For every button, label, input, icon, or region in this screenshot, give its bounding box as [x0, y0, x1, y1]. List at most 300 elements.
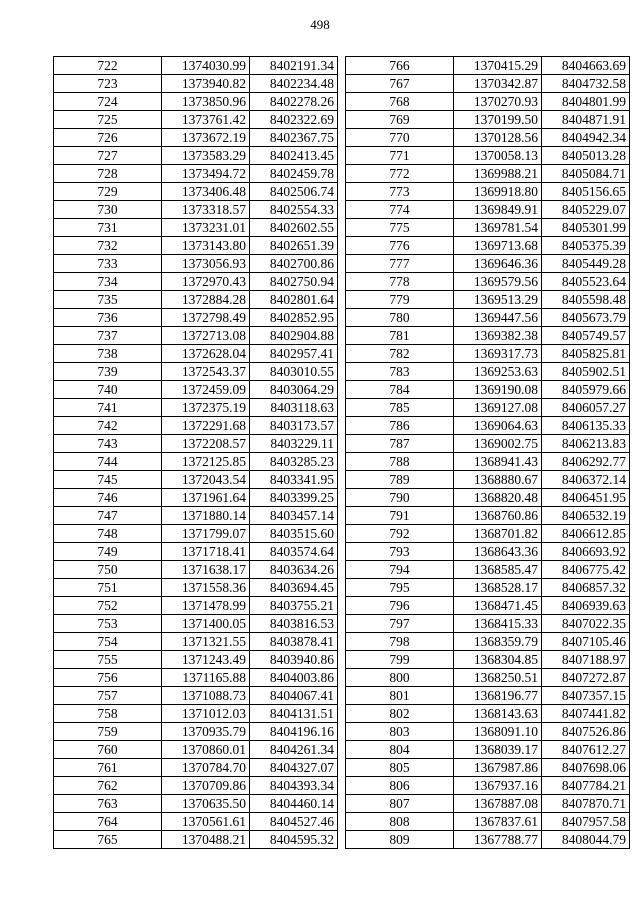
point-number-cell: 788 — [346, 453, 454, 471]
x-coordinate-cell: 1372884.28 — [162, 291, 250, 309]
y-coordinate-cell: 8403118.63 — [250, 399, 338, 417]
table-row — [54, 741, 338, 759]
y-coordinate-cell: 8402322.69 — [250, 111, 338, 129]
table-row — [346, 831, 630, 849]
y-coordinate-cell: 8404261.34 — [250, 741, 338, 759]
table-row — [54, 705, 338, 723]
y-coordinate-cell: 8403064.29 — [250, 381, 338, 399]
point-number-cell: 732 — [54, 237, 162, 255]
x-coordinate-cell: 1370058.13 — [454, 147, 542, 165]
point-number-cell: 752 — [54, 597, 162, 615]
x-coordinate-cell: 1373583.29 — [162, 147, 250, 165]
y-coordinate-cell: 8405301.99 — [542, 219, 630, 237]
x-coordinate-cell: 1373494.72 — [162, 165, 250, 183]
x-coordinate-cell: 1373056.93 — [162, 255, 250, 273]
point-number-cell: 724 — [54, 93, 162, 111]
y-coordinate-cell: 8405156.65 — [542, 183, 630, 201]
y-coordinate-cell: 8402801.64 — [250, 291, 338, 309]
table-row — [54, 579, 338, 597]
y-coordinate-cell: 8404393.34 — [250, 777, 338, 795]
table-row — [54, 417, 338, 435]
y-coordinate-cell: 8407357.15 — [542, 687, 630, 705]
x-coordinate-cell: 1370635.50 — [162, 795, 250, 813]
table-row — [54, 291, 338, 309]
point-number-cell: 757 — [54, 687, 162, 705]
point-number-cell: 768 — [346, 93, 454, 111]
table-row — [346, 471, 630, 489]
y-coordinate-cell: 8405825.81 — [542, 345, 630, 363]
x-coordinate-cell: 1371961.64 — [162, 489, 250, 507]
y-coordinate-cell: 8405375.39 — [542, 237, 630, 255]
x-coordinate-cell: 1369918.80 — [454, 183, 542, 201]
table-row — [346, 417, 630, 435]
table-row — [54, 687, 338, 705]
y-coordinate-cell: 8406292.77 — [542, 453, 630, 471]
point-number-cell: 803 — [346, 723, 454, 741]
y-coordinate-cell: 8405749.57 — [542, 327, 630, 345]
y-coordinate-cell: 8406532.19 — [542, 507, 630, 525]
y-coordinate-cell: 8407870.71 — [542, 795, 630, 813]
x-coordinate-cell: 1371321.55 — [162, 633, 250, 651]
point-number-cell: 791 — [346, 507, 454, 525]
table-row — [346, 183, 630, 201]
y-coordinate-cell: 8406939.63 — [542, 597, 630, 615]
point-number-cell: 801 — [346, 687, 454, 705]
y-coordinate-cell: 8403457.14 — [250, 507, 338, 525]
x-coordinate-cell: 1371638.17 — [162, 561, 250, 579]
table-row — [54, 669, 338, 687]
x-coordinate-cell: 1370860.01 — [162, 741, 250, 759]
y-coordinate-cell: 8404003.86 — [250, 669, 338, 687]
table-row — [346, 291, 630, 309]
x-coordinate-cell: 1373940.82 — [162, 75, 250, 93]
table-row — [54, 471, 338, 489]
x-coordinate-cell: 1370199.50 — [454, 111, 542, 129]
point-number-cell: 750 — [54, 561, 162, 579]
table-row — [54, 453, 338, 471]
table-row — [346, 129, 630, 147]
table-row — [54, 111, 338, 129]
point-number-cell: 754 — [54, 633, 162, 651]
point-number-cell: 736 — [54, 309, 162, 327]
x-coordinate-cell: 1373231.01 — [162, 219, 250, 237]
table-row — [54, 543, 338, 561]
x-coordinate-cell: 1368471.45 — [454, 597, 542, 615]
point-number-cell: 729 — [54, 183, 162, 201]
x-coordinate-cell: 1372459.09 — [162, 381, 250, 399]
table-row — [54, 507, 338, 525]
x-coordinate-cell: 1367788.77 — [454, 831, 542, 849]
point-number-cell: 793 — [346, 543, 454, 561]
point-number-cell: 727 — [54, 147, 162, 165]
table-row — [346, 741, 630, 759]
y-coordinate-cell: 8406213.83 — [542, 435, 630, 453]
y-coordinate-cell: 8403634.26 — [250, 561, 338, 579]
table-row — [54, 759, 338, 777]
x-coordinate-cell: 1368528.17 — [454, 579, 542, 597]
table-row — [346, 219, 630, 237]
y-coordinate-cell: 8402904.88 — [250, 327, 338, 345]
x-coordinate-cell: 1369513.29 — [454, 291, 542, 309]
point-number-cell: 753 — [54, 615, 162, 633]
y-coordinate-cell: 8405523.64 — [542, 273, 630, 291]
table-row — [54, 165, 338, 183]
table-row — [54, 435, 338, 453]
table-row — [54, 561, 338, 579]
y-coordinate-cell: 8402459.78 — [250, 165, 338, 183]
table-row — [346, 255, 630, 273]
x-coordinate-cell: 1370342.87 — [454, 75, 542, 93]
x-coordinate-cell: 1368585.47 — [454, 561, 542, 579]
y-coordinate-cell: 8402554.33 — [250, 201, 338, 219]
point-number-cell: 742 — [54, 417, 162, 435]
y-coordinate-cell: 8406775.42 — [542, 561, 630, 579]
point-number-cell: 770 — [346, 129, 454, 147]
point-number-cell: 763 — [54, 795, 162, 813]
point-number-cell: 758 — [54, 705, 162, 723]
table-row — [346, 57, 630, 75]
point-number-cell: 731 — [54, 219, 162, 237]
y-coordinate-cell: 8402750.94 — [250, 273, 338, 291]
y-coordinate-cell: 8402852.95 — [250, 309, 338, 327]
table-row — [346, 543, 630, 561]
y-coordinate-cell: 8405449.28 — [542, 255, 630, 273]
y-coordinate-cell: 8407188.97 — [542, 651, 630, 669]
x-coordinate-cell: 1371799.07 — [162, 525, 250, 543]
point-number-cell: 751 — [54, 579, 162, 597]
x-coordinate-cell: 1370709.86 — [162, 777, 250, 795]
y-coordinate-cell: 8403173.57 — [250, 417, 338, 435]
y-coordinate-cell: 8407441.82 — [542, 705, 630, 723]
y-coordinate-cell: 8403574.64 — [250, 543, 338, 561]
point-number-cell: 734 — [54, 273, 162, 291]
table-row — [346, 669, 630, 687]
y-coordinate-cell: 8404460.14 — [250, 795, 338, 813]
y-coordinate-cell: 8406135.33 — [542, 417, 630, 435]
x-coordinate-cell: 1372375.19 — [162, 399, 250, 417]
table-row — [54, 201, 338, 219]
y-coordinate-cell: 8407272.87 — [542, 669, 630, 687]
table-row — [54, 345, 338, 363]
x-coordinate-cell: 1372208.57 — [162, 435, 250, 453]
y-coordinate-cell: 8404663.69 — [542, 57, 630, 75]
point-number-cell: 789 — [346, 471, 454, 489]
x-coordinate-cell: 1371718.41 — [162, 543, 250, 561]
y-coordinate-cell: 8406693.92 — [542, 543, 630, 561]
x-coordinate-cell: 1368880.67 — [454, 471, 542, 489]
point-number-cell: 761 — [54, 759, 162, 777]
point-number-cell: 735 — [54, 291, 162, 309]
x-coordinate-cell: 1370935.79 — [162, 723, 250, 741]
table-row — [346, 813, 630, 831]
page-number: 498 — [310, 17, 330, 32]
y-coordinate-cell: 8402506.74 — [250, 183, 338, 201]
y-coordinate-cell: 8408044.79 — [542, 831, 630, 849]
point-number-cell: 769 — [346, 111, 454, 129]
x-coordinate-cell: 1367937.16 — [454, 777, 542, 795]
y-coordinate-cell: 8406612.85 — [542, 525, 630, 543]
point-number-cell: 772 — [346, 165, 454, 183]
point-number-cell: 782 — [346, 345, 454, 363]
y-coordinate-cell: 8402191.34 — [250, 57, 338, 75]
point-number-cell: 747 — [54, 507, 162, 525]
point-number-cell: 796 — [346, 597, 454, 615]
point-number-cell: 786 — [346, 417, 454, 435]
table-row — [346, 165, 630, 183]
point-number-cell: 790 — [346, 489, 454, 507]
table-row — [346, 489, 630, 507]
x-coordinate-cell: 1368701.82 — [454, 525, 542, 543]
y-coordinate-cell: 8404131.51 — [250, 705, 338, 723]
x-coordinate-cell: 1373318.57 — [162, 201, 250, 219]
y-coordinate-cell: 8405902.51 — [542, 363, 630, 381]
x-coordinate-cell: 1371478.99 — [162, 597, 250, 615]
y-coordinate-cell: 8407957.58 — [542, 813, 630, 831]
table-row — [346, 363, 630, 381]
point-number-cell: 785 — [346, 399, 454, 417]
table-row — [346, 723, 630, 741]
point-number-cell: 781 — [346, 327, 454, 345]
y-coordinate-cell: 8403878.41 — [250, 633, 338, 651]
y-coordinate-cell: 8403399.25 — [250, 489, 338, 507]
y-coordinate-cell: 8405598.48 — [542, 291, 630, 309]
table-row — [346, 309, 630, 327]
table-row — [54, 723, 338, 741]
table-row — [54, 399, 338, 417]
table-row — [54, 777, 338, 795]
point-number-cell: 762 — [54, 777, 162, 795]
y-coordinate-cell: 8405979.66 — [542, 381, 630, 399]
point-number-cell: 808 — [346, 813, 454, 831]
x-coordinate-cell: 1373143.80 — [162, 237, 250, 255]
table-row — [346, 93, 630, 111]
x-coordinate-cell: 1368304.85 — [454, 651, 542, 669]
point-number-cell: 792 — [346, 525, 454, 543]
table-row — [54, 255, 338, 273]
x-coordinate-cell: 1371400.05 — [162, 615, 250, 633]
point-number-cell: 728 — [54, 165, 162, 183]
x-coordinate-cell: 1371880.14 — [162, 507, 250, 525]
x-coordinate-cell: 1372713.08 — [162, 327, 250, 345]
table-row — [346, 795, 630, 813]
point-number-cell: 755 — [54, 651, 162, 669]
point-number-cell: 764 — [54, 813, 162, 831]
x-coordinate-cell: 1372543.37 — [162, 363, 250, 381]
table-row — [54, 183, 338, 201]
point-number-cell: 809 — [346, 831, 454, 849]
table-row — [54, 615, 338, 633]
x-coordinate-cell: 1370415.29 — [454, 57, 542, 75]
table-row — [54, 651, 338, 669]
x-coordinate-cell: 1367837.61 — [454, 813, 542, 831]
x-coordinate-cell: 1369064.63 — [454, 417, 542, 435]
table-row — [54, 147, 338, 165]
x-coordinate-cell: 1371558.36 — [162, 579, 250, 597]
x-coordinate-cell: 1369002.75 — [454, 435, 542, 453]
point-number-cell: 771 — [346, 147, 454, 165]
point-number-cell: 748 — [54, 525, 162, 543]
table-row — [54, 597, 338, 615]
y-coordinate-cell: 8404527.46 — [250, 813, 338, 831]
point-number-cell: 795 — [346, 579, 454, 597]
x-coordinate-cell: 1368250.51 — [454, 669, 542, 687]
coordinates-table-right — [345, 56, 630, 849]
point-number-cell: 794 — [346, 561, 454, 579]
x-coordinate-cell: 1368039.17 — [454, 741, 542, 759]
y-coordinate-cell: 8402413.45 — [250, 147, 338, 165]
table-row — [346, 633, 630, 651]
x-coordinate-cell: 1370488.21 — [162, 831, 250, 849]
y-coordinate-cell: 8403285.23 — [250, 453, 338, 471]
y-coordinate-cell: 8407612.27 — [542, 741, 630, 759]
table-row — [346, 597, 630, 615]
x-coordinate-cell: 1371088.73 — [162, 687, 250, 705]
x-coordinate-cell: 1369317.73 — [454, 345, 542, 363]
y-coordinate-cell: 8407526.86 — [542, 723, 630, 741]
y-coordinate-cell: 8405013.28 — [542, 147, 630, 165]
table-row — [54, 327, 338, 345]
coordinates-table-left — [53, 56, 338, 849]
table-row — [54, 813, 338, 831]
point-number-cell: 798 — [346, 633, 454, 651]
x-coordinate-cell: 1372628.04 — [162, 345, 250, 363]
y-coordinate-cell: 8406857.32 — [542, 579, 630, 597]
x-coordinate-cell: 1367987.86 — [454, 759, 542, 777]
point-number-cell: 780 — [346, 309, 454, 327]
table-row — [346, 111, 630, 129]
y-coordinate-cell: 8404942.34 — [542, 129, 630, 147]
point-number-cell: 774 — [346, 201, 454, 219]
table-row — [54, 795, 338, 813]
y-coordinate-cell: 8402278.26 — [250, 93, 338, 111]
point-number-cell: 767 — [346, 75, 454, 93]
x-coordinate-cell: 1371012.03 — [162, 705, 250, 723]
y-coordinate-cell: 8404732.58 — [542, 75, 630, 93]
point-number-cell: 740 — [54, 381, 162, 399]
point-number-cell: 738 — [54, 345, 162, 363]
x-coordinate-cell: 1373761.42 — [162, 111, 250, 129]
y-coordinate-cell: 8403341.95 — [250, 471, 338, 489]
x-coordinate-cell: 1369781.54 — [454, 219, 542, 237]
point-number-cell: 773 — [346, 183, 454, 201]
point-number-cell: 759 — [54, 723, 162, 741]
x-coordinate-cell: 1368415.33 — [454, 615, 542, 633]
table-row — [346, 651, 630, 669]
y-coordinate-cell: 8403755.21 — [250, 597, 338, 615]
point-number-cell: 749 — [54, 543, 162, 561]
y-coordinate-cell: 8404067.41 — [250, 687, 338, 705]
y-coordinate-cell: 8402651.39 — [250, 237, 338, 255]
y-coordinate-cell: 8406451.95 — [542, 489, 630, 507]
point-number-cell: 802 — [346, 705, 454, 723]
point-number-cell: 744 — [54, 453, 162, 471]
point-number-cell: 777 — [346, 255, 454, 273]
y-coordinate-cell: 8404871.91 — [542, 111, 630, 129]
point-number-cell: 766 — [346, 57, 454, 75]
table-row — [54, 831, 338, 849]
x-coordinate-cell: 1368941.43 — [454, 453, 542, 471]
y-coordinate-cell: 8404801.99 — [542, 93, 630, 111]
y-coordinate-cell: 8407698.06 — [542, 759, 630, 777]
point-number-cell: 804 — [346, 741, 454, 759]
x-coordinate-cell: 1373850.96 — [162, 93, 250, 111]
y-coordinate-cell: 8405084.71 — [542, 165, 630, 183]
y-coordinate-cell: 8402367.75 — [250, 129, 338, 147]
table-row — [346, 237, 630, 255]
x-coordinate-cell: 1371243.49 — [162, 651, 250, 669]
y-coordinate-cell: 8404595.32 — [250, 831, 338, 849]
y-coordinate-cell: 8403816.53 — [250, 615, 338, 633]
y-coordinate-cell: 8405673.79 — [542, 309, 630, 327]
x-coordinate-cell: 1369382.38 — [454, 327, 542, 345]
x-coordinate-cell: 1372970.43 — [162, 273, 250, 291]
table-row — [346, 75, 630, 93]
table-row — [54, 219, 338, 237]
x-coordinate-cell: 1369447.56 — [454, 309, 542, 327]
point-number-cell: 737 — [54, 327, 162, 345]
x-coordinate-cell: 1368820.48 — [454, 489, 542, 507]
point-number-cell: 805 — [346, 759, 454, 777]
x-coordinate-cell: 1368091.10 — [454, 723, 542, 741]
x-coordinate-cell: 1370270.93 — [454, 93, 542, 111]
point-number-cell: 779 — [346, 291, 454, 309]
table-row — [54, 273, 338, 291]
point-number-cell: 726 — [54, 129, 162, 147]
table-row — [346, 453, 630, 471]
x-coordinate-cell: 1369253.63 — [454, 363, 542, 381]
table-row — [346, 561, 630, 579]
point-number-cell: 800 — [346, 669, 454, 687]
point-number-cell: 739 — [54, 363, 162, 381]
point-number-cell: 784 — [346, 381, 454, 399]
table-row — [346, 777, 630, 795]
y-coordinate-cell: 8403515.60 — [250, 525, 338, 543]
x-coordinate-cell: 1368359.79 — [454, 633, 542, 651]
y-coordinate-cell: 8402700.86 — [250, 255, 338, 273]
table-row — [54, 75, 338, 93]
y-coordinate-cell: 8403694.45 — [250, 579, 338, 597]
point-number-cell: 746 — [54, 489, 162, 507]
point-number-cell: 806 — [346, 777, 454, 795]
point-number-cell: 778 — [346, 273, 454, 291]
table-row — [346, 435, 630, 453]
y-coordinate-cell: 8406057.27 — [542, 399, 630, 417]
x-coordinate-cell: 1369579.56 — [454, 273, 542, 291]
x-coordinate-cell: 1368143.63 — [454, 705, 542, 723]
point-number-cell: 799 — [346, 651, 454, 669]
table-row — [346, 327, 630, 345]
x-coordinate-cell: 1373672.19 — [162, 129, 250, 147]
y-coordinate-cell: 8404196.16 — [250, 723, 338, 741]
point-number-cell: 730 — [54, 201, 162, 219]
point-number-cell: 723 — [54, 75, 162, 93]
x-coordinate-cell: 1369713.68 — [454, 237, 542, 255]
table-row — [54, 381, 338, 399]
y-coordinate-cell: 8403940.86 — [250, 651, 338, 669]
point-number-cell: 787 — [346, 435, 454, 453]
y-coordinate-cell: 8403229.11 — [250, 435, 338, 453]
y-coordinate-cell: 8407105.46 — [542, 633, 630, 651]
point-number-cell: 733 — [54, 255, 162, 273]
point-number-cell: 760 — [54, 741, 162, 759]
table-row — [346, 147, 630, 165]
y-coordinate-cell: 8407022.35 — [542, 615, 630, 633]
x-coordinate-cell: 1370784.70 — [162, 759, 250, 777]
table-row — [54, 363, 338, 381]
x-coordinate-cell: 1371165.88 — [162, 669, 250, 687]
table-row — [54, 237, 338, 255]
table-row — [346, 615, 630, 633]
